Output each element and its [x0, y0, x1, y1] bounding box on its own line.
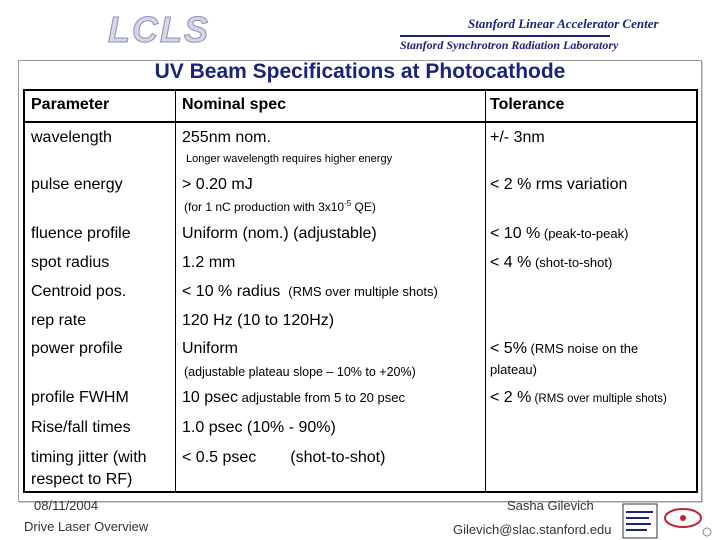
tol-fwhm-main: < 2 %: [490, 389, 532, 406]
lcls-logo: [104, 8, 224, 52]
tol-fwhm-sub: (RMS over multiple shots): [531, 393, 667, 405]
note-pulse-energy-pre: (for 1 nC production with 3x10: [184, 200, 345, 214]
param-rep-rate: rep rate: [31, 312, 87, 329]
tol-power-profile-sub2: plateau): [490, 362, 537, 377]
spec-fwhm: [182, 389, 405, 407]
tol-power-profile-main: < 5%: [490, 340, 527, 357]
slac-logo-box: [623, 504, 657, 538]
note-pulse-energy-exp: -5: [344, 199, 352, 208]
slac-logo-graphic: [621, 502, 716, 540]
spec-fwhm-main: 10 psec: [182, 389, 239, 406]
param-pulse-energy: pulse energy: [31, 176, 123, 193]
param-jitter-line1: timing jitter (with: [31, 449, 147, 466]
spec-fwhm-sub: adjustable from 5 to 20 psec: [238, 390, 405, 405]
note-pulse-energy-post: QE): [351, 200, 376, 214]
slide-title: UV Beam Specifications at Photocathode: [154, 60, 566, 83]
note-wavelength: Longer wavelength requires higher energy: [186, 153, 393, 165]
spec-rep-rate: 120 Hz (10 to 120Hz): [182, 312, 335, 329]
tol-fluence-sub: (peak-to-peak): [540, 226, 629, 241]
tol-pulse-energy: < 2 % rms variation: [490, 176, 628, 193]
spec-wavelength: 255nm nom.: [182, 129, 271, 146]
institution-line-2: Stanford Synchrotron Radiation Laboratory: [400, 38, 619, 52]
tol-power-profile-sub: (RMS noise on the: [526, 341, 639, 356]
tol-power-profile: [490, 340, 638, 358]
institution-line-1: Stanford Linear Accelerator Center: [468, 16, 659, 31]
spec-centroid-main: < 10 % radius: [182, 283, 281, 300]
header-nominal-spec: Nominal spec: [182, 96, 287, 113]
param-centroid: Centroid pos.: [31, 283, 127, 300]
svg-text:LCLS: LCLS: [108, 9, 210, 50]
param-power-profile: power profile: [31, 340, 123, 357]
lcls-logo-graphic: [104, 8, 224, 52]
note-pulse-energy: [184, 200, 376, 214]
spec-spot-radius: 1.2 mm: [182, 254, 236, 271]
tol-spot-radius-main: < 4 %: [490, 254, 532, 271]
spec-rise-fall: 1.0 psec (10% - 90%): [182, 419, 336, 436]
param-fwhm: profile FWHM: [31, 389, 129, 406]
spec-table: [23, 89, 698, 493]
param-wavelength: wavelength: [31, 129, 112, 146]
header-rule: [400, 35, 610, 37]
tol-fluence: [490, 225, 628, 243]
footer-presentation-title: Drive Laser Overview: [24, 519, 149, 534]
param-spot-radius: spot radius: [31, 254, 110, 271]
tol-spot-radius: [490, 254, 612, 272]
tol-spot-radius-sub: (shot-to-shot): [531, 255, 613, 270]
footer-email: Gilevich@slac.stanford.edu: [453, 522, 612, 537]
footer-date: 08/11/2004: [34, 498, 99, 513]
slac-logo: [621, 502, 716, 540]
spec-jitter-sub: (shot-to-shot): [290, 449, 386, 466]
spec-power-profile: Uniform: [182, 340, 239, 357]
header-parameter: Parameter: [31, 96, 110, 113]
tol-wavelength: +/- 3nm: [490, 129, 545, 146]
header-tolerance: Tolerance: [490, 96, 565, 113]
footer-author: Sasha Gilevich: [507, 498, 594, 513]
tol-fwhm: [490, 389, 667, 407]
spec-jitter: [182, 449, 385, 467]
note-power-profile: (adjustable plateau slope – 10% to +20%): [184, 365, 416, 379]
column-divider: [485, 91, 486, 491]
spec-centroid: [182, 283, 438, 301]
param-jitter-line2: respect to RF): [31, 471, 133, 488]
param-rise-fall: Rise/fall times: [31, 419, 131, 436]
column-divider: [175, 91, 176, 491]
spec-jitter-main: < 0.5 psec: [182, 449, 257, 466]
spec-pulse-energy: > 0.20 mJ: [182, 176, 253, 193]
spec-centroid-sub: (RMS over multiple shots): [288, 284, 438, 299]
tol-fluence-main: < 10 %: [490, 225, 541, 242]
header-rule: [25, 121, 696, 123]
spec-fluence: Uniform (nom.) (adjustable): [182, 225, 377, 242]
param-fluence: fluence profile: [31, 225, 131, 242]
